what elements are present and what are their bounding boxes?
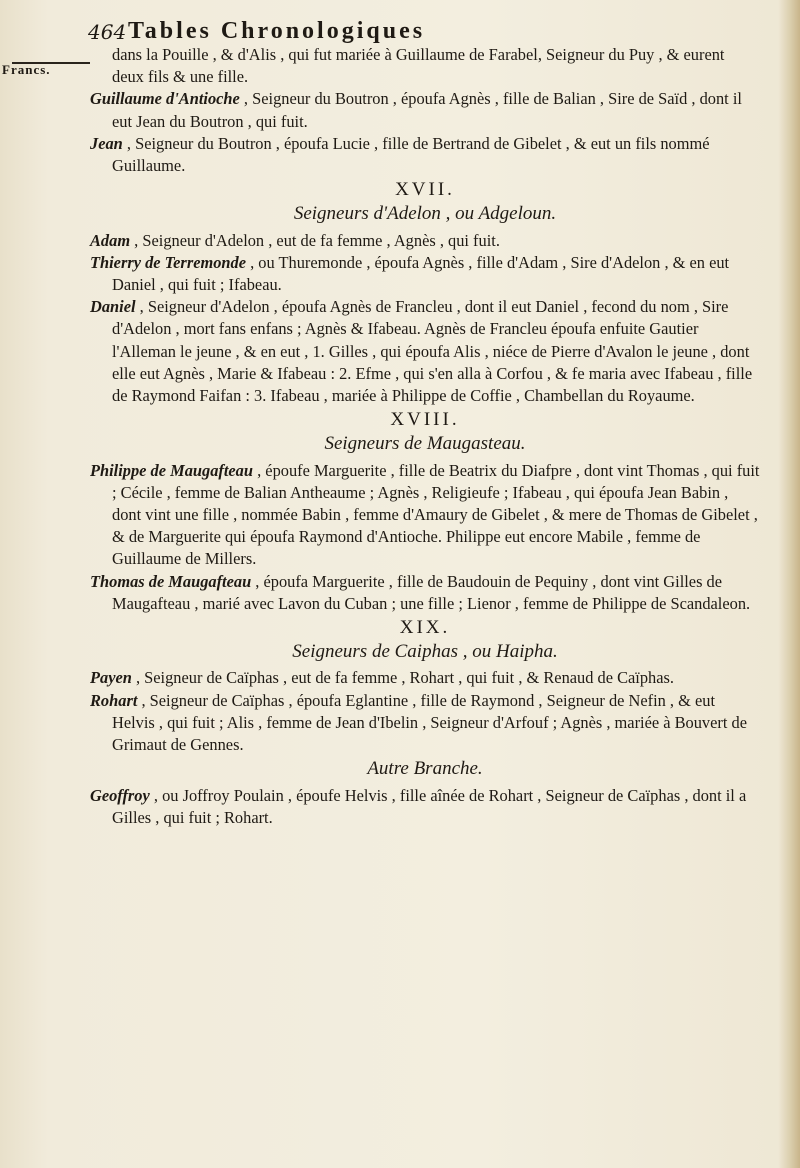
entry-name: Philippe de Maugafteau xyxy=(90,460,253,480)
entry-text: , Seigneur d'Adelon , eut de fa femme , Agnès , qui fuit. xyxy=(130,230,500,250)
entry-text: , ou Joffroy Poulain , époufe Helvis , fille aînée de Rohart , Seigneur de Caïphas , dont il a Gilles , qui fuit ; Rohart. xyxy=(112,785,747,827)
entry-text: , Seigneur d'Adelon , époufa Agnès de Francleu , dont il eut Daniel , fecond du nom , Sire d'Adelon , mort fans enfans ; Agnès & Ifabeau. Agnès de Francleu époufa enfuite Gautier l'Alleman le jeune , & en eut , 1. Gilles , qui époufa Alis , niéce de Pierre d'Avalon le jeune , dont elle eut Agnès , Marie & Ifabeau : 2. Efme , qui s'en alla à Corfou , & fe maria avec Ifabeau , fille de Raymond Faifan : 3. Ifabeau , mariée à Philippe de Coffie , Chambellan du Royaume. xyxy=(112,297,753,406)
entry-paragraph xyxy=(90,252,760,296)
entry-name: Rohart xyxy=(90,690,138,710)
entry-text: , époufe Marguerite , fille de Beatrix du Diafpre , dont vint Thomas , qui fuit ; Cécile , femme de Balian Antheaume ; Agnès , Religieufe ; Ifabeau , qui époufa Jean Babin , dont vint une fille , nommée Babin , femme d'Amaury de Gibelet , & mere de Thomas de Gibelet , & de Marguerite qui époufa Raymond d'Antioche. Philippe eut encore Mabile , femme de Guillaume de Millers. xyxy=(112,460,760,569)
entry-name: Daniel xyxy=(90,297,136,317)
entry-text: , Seigneur du Boutron , époufa Lucie , fille de Bertrand de Gibelet , & eut un fils nommé Guillaume. xyxy=(112,133,710,176)
entry-name: Jean xyxy=(90,133,123,153)
section-number: XVIII. xyxy=(390,409,460,431)
section-title: Seigneurs de Maugasteau. xyxy=(324,433,526,455)
page-edge xyxy=(778,0,800,1168)
entry-paragraph xyxy=(90,296,760,407)
entry-paragraph xyxy=(90,44,760,88)
entry-text: , Seigneur de Caïphas , époufa Eglantine , fille de Raymond , Seigneur de Nefin , & eut Helvis , qui fuit ; Alis , femme de Jean d'Ibelin , Seigneur d'Arfouf ; Agnès , mariée à Bouvert de Grimaut de Gennes. xyxy=(112,690,747,755)
entry-paragraph xyxy=(90,460,760,571)
entry-name: Thierry de Terremonde xyxy=(90,252,246,272)
page-number: 464 xyxy=(88,20,127,44)
section-number: XVII. xyxy=(395,179,455,201)
entry-name: Adam xyxy=(90,230,131,250)
entry-paragraph xyxy=(90,785,760,829)
entry-name: Payen xyxy=(90,668,132,688)
entry-paragraph xyxy=(90,230,760,252)
page-text xyxy=(90,44,760,829)
section-title: Autre Branche. xyxy=(367,758,483,780)
entry-name: Geoffroy xyxy=(90,785,150,805)
entry-name: Thomas de Maugafteau xyxy=(90,571,252,591)
section-number: XIX. xyxy=(399,617,451,639)
entry-text: dans la Pouille , & d'Alis , qui fut mariée à Guillaume de Farabel, Seigneur du Puy , & eurent deux fils & une fille. xyxy=(112,45,725,87)
entry-paragraph xyxy=(90,690,760,757)
margin-note: Francs. xyxy=(2,62,51,77)
section-title: Seigneurs d'Adelon , ou Adgeloun. xyxy=(293,203,557,225)
entry-paragraph xyxy=(90,571,760,615)
entry-text: , Seigneur du Boutron , époufa Agnès , fille de Balian , Sire de Saïd , dont il eut Jean du Boutron , qui fuit. xyxy=(112,89,742,131)
entry-paragraph xyxy=(90,88,760,132)
entry-text: , ou Thuremonde , époufa Agnès , fille d'Adam , Sire d'Adelon , & en eut Daniel , qui fuit ; Ifabeau. xyxy=(112,252,730,295)
running-title: Tables Chronologiques xyxy=(128,18,426,44)
entry-paragraph xyxy=(90,133,760,177)
section-title: Seigneurs de Caiphas , ou Haipha. xyxy=(292,641,558,663)
entry-paragraph xyxy=(90,667,760,689)
entry-text: , Seigneur de Caïphas , eut de fa femme , Rohart , qui fuit , & Renaud de Caïphas. xyxy=(131,668,674,688)
entry-name: Guillaume d'Antioche xyxy=(90,89,240,109)
entry-text: , époufa Marguerite , fille de Baudouin de Pequiny , dont vint Gilles de Maugafteau , marié avec Lavon du Cuban ; une fille ; Lienor , femme de Philippe de Scandaleon. xyxy=(112,571,751,613)
